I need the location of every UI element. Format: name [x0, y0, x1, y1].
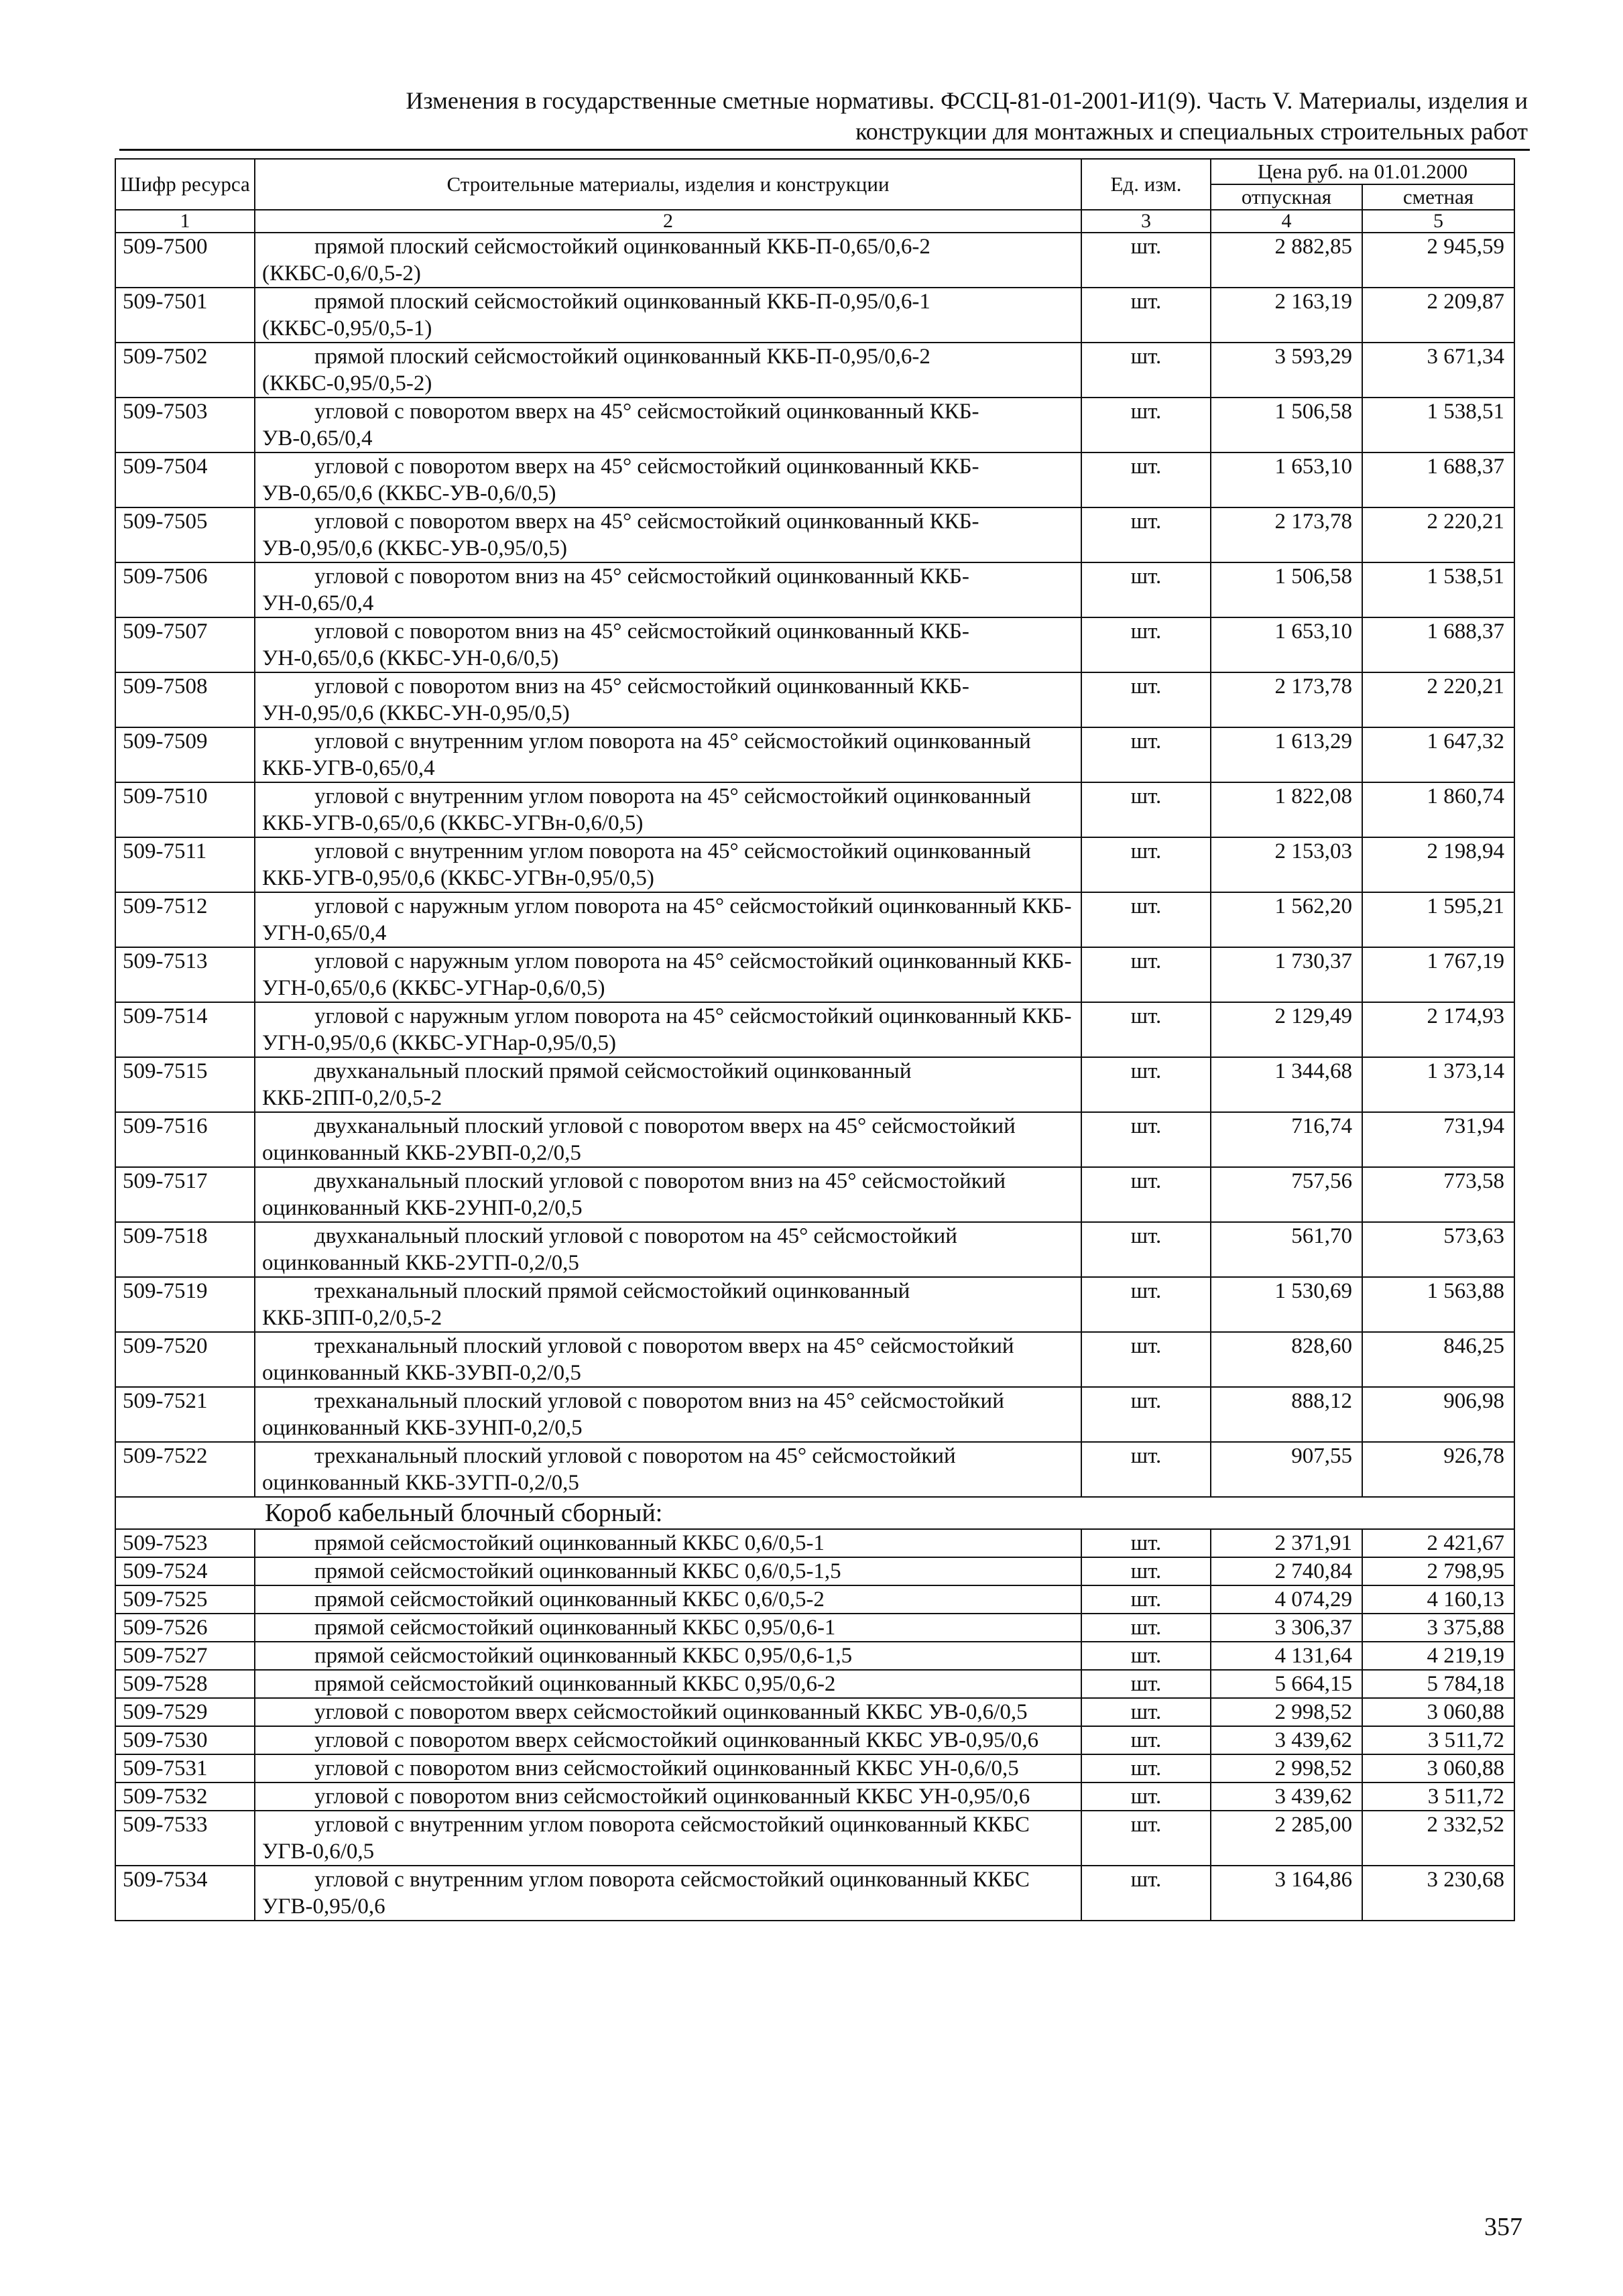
resource-name: угловой с внутренним углом поворота на 45° сейсмостойкий оцинкованный ККБ-УГВ-0,65/0,6 (ККБС-УГВн-0,6/0,5) [255, 782, 1081, 837]
col-header-release: отпускная [1211, 184, 1362, 210]
resource-name: двухканальный плоский прямой сейсмостойкий оцинкованный ККБ-2ПП-0,2/0,5-2 [255, 1057, 1081, 1112]
resource-code: 509-7503 [115, 398, 255, 452]
unit: шт. [1081, 1277, 1211, 1332]
unit: шт. [1081, 1057, 1211, 1112]
table-row [115, 1529, 1514, 1557]
resource-code: 509-7515 [115, 1057, 255, 1112]
resource-code: 509-7507 [115, 617, 255, 672]
resource-name: трехканальный плоский угловой с поворотом вниз на 45° сейсмостойкий оцинкованный ККБ-3УНП-0,2/0,5 [255, 1387, 1081, 1442]
unit: шт. [1081, 1642, 1211, 1670]
unit: шт. [1081, 343, 1211, 398]
resource-code: 509-7500 [115, 233, 255, 288]
resource-code: 509-7514 [115, 1002, 255, 1057]
table-row [115, 1387, 1514, 1442]
column-number: 3 [1081, 210, 1211, 233]
release-price: 757,56 [1211, 1167, 1362, 1222]
table-row [115, 452, 1514, 507]
resource-name: двухканальный плоский угловой с поворотом на 45° сейсмостойкий оцинкованный ККБ-2УГП-0,2/0,5 [255, 1222, 1081, 1277]
estimate-price: 5 784,18 [1362, 1670, 1514, 1698]
estimate-price: 1 767,19 [1362, 947, 1514, 1002]
unit: шт. [1081, 1557, 1211, 1585]
estimate-price: 573,63 [1362, 1222, 1514, 1277]
resource-name: двухканальный плоский угловой с поворотом вверх на 45° сейсмостойкий оцинкованный ККБ-2УВП-0,2/0,5 [255, 1112, 1081, 1167]
resource-code: 509-7506 [115, 562, 255, 617]
unit: шт. [1081, 1585, 1211, 1614]
estimate-price: 2 798,95 [1362, 1557, 1514, 1585]
release-price: 1 653,10 [1211, 452, 1362, 507]
table-row [115, 1811, 1514, 1866]
resource-code: 509-7533 [115, 1811, 255, 1866]
resource-name: угловой с внутренним углом поворота сейсмостойкий оцинкованный ККБС УГВ-0,95/0,6 [255, 1866, 1081, 1921]
col-header-code: Шифр ресурса [115, 159, 255, 210]
unit: шт. [1081, 1754, 1211, 1783]
release-price: 3 593,29 [1211, 343, 1362, 398]
unit: шт. [1081, 1112, 1211, 1167]
estimate-price: 2 332,52 [1362, 1811, 1514, 1866]
unit: шт. [1081, 1002, 1211, 1057]
resource-name: угловой с наружным углом поворота на 45° сейсмостойкий оцинкованный ККБ-УГН-0,95/0,6 (ККБС-УГНар-0,95/0,5) [255, 1002, 1081, 1057]
estimate-price: 4 219,19 [1362, 1642, 1514, 1670]
resource-code: 509-7504 [115, 452, 255, 507]
table-body-group-b [115, 1529, 1514, 1921]
unit: шт. [1081, 727, 1211, 782]
release-price: 2 371,91 [1211, 1529, 1362, 1557]
unit: шт. [1081, 617, 1211, 672]
unit: шт. [1081, 1332, 1211, 1387]
resource-code: 509-7522 [115, 1442, 255, 1497]
table-row [115, 1332, 1514, 1387]
resource-code: 509-7512 [115, 892, 255, 947]
resource-code: 509-7513 [115, 947, 255, 1002]
release-price: 1 653,10 [1211, 617, 1362, 672]
col-header-price: Цена руб. на 01.01.2000 [1211, 159, 1514, 184]
estimate-price: 3 511,72 [1362, 1726, 1514, 1754]
table-row [115, 1670, 1514, 1698]
estimate-price: 3 060,88 [1362, 1698, 1514, 1726]
resource-name: прямой сейсмостойкий оцинкованный ККБС 0,95/0,6-1,5 [255, 1642, 1081, 1670]
resource-code: 509-7501 [115, 288, 255, 343]
release-price: 1 613,29 [1211, 727, 1362, 782]
resource-code: 509-7525 [115, 1585, 255, 1614]
estimate-price: 3 511,72 [1362, 1783, 1514, 1811]
resource-code: 509-7519 [115, 1277, 255, 1332]
column-number-row [115, 210, 1514, 233]
resource-name: трехканальный плоский угловой с поворотом вверх на 45° сейсмостойкий оцинкованный ККБ-3УВП-0,2/0,5 [255, 1332, 1081, 1387]
resource-name: прямой сейсмостойкий оцинкованный ККБС 0,6/0,5-1,5 [255, 1557, 1081, 1585]
unit: шт. [1081, 562, 1211, 617]
estimate-price: 1 860,74 [1362, 782, 1514, 837]
release-price: 888,12 [1211, 1387, 1362, 1442]
table-row [115, 507, 1514, 562]
resource-code: 509-7511 [115, 837, 255, 892]
unit: шт. [1081, 1866, 1211, 1921]
release-price: 907,55 [1211, 1442, 1362, 1497]
estimate-price: 1 595,21 [1362, 892, 1514, 947]
estimate-price: 2 198,94 [1362, 837, 1514, 892]
unit: шт. [1081, 1442, 1211, 1497]
release-price: 3 306,37 [1211, 1614, 1362, 1642]
resource-name: угловой с внутренним углом поворота сейсмостойкий оцинкованный ККБС УГВ-0,6/0,5 [255, 1811, 1081, 1866]
resource-name: угловой с поворотом вверх на 45° сейсмостойкий оцинкованный ККБ-УВ-0,65/0,4 [255, 398, 1081, 452]
resource-name: угловой с наружным углом поворота на 45° сейсмостойкий оцинкованный ККБ-УГН-0,65/0,4 [255, 892, 1081, 947]
unit: шт. [1081, 233, 1211, 288]
estimate-price: 3 230,68 [1362, 1866, 1514, 1921]
release-price: 3 439,62 [1211, 1726, 1362, 1754]
resource-code: 509-7517 [115, 1167, 255, 1222]
unit: шт. [1081, 1529, 1211, 1557]
estimate-price: 2 945,59 [1362, 233, 1514, 288]
estimate-price: 1 688,37 [1362, 617, 1514, 672]
estimate-price: 1 538,51 [1362, 398, 1514, 452]
release-price: 2 740,84 [1211, 1557, 1362, 1585]
resource-code: 509-7502 [115, 343, 255, 398]
table-row [115, 1783, 1514, 1811]
table-row [115, 672, 1514, 727]
col-header-unit: Ед. изм. [1081, 159, 1211, 210]
release-price: 3 439,62 [1211, 1783, 1362, 1811]
resource-name: угловой с поворотом вниз на 45° сейсмостойкий оцинкованный ККБ-УН-0,95/0,6 (ККБС-УН-0,95/0,5) [255, 672, 1081, 727]
unit: шт. [1081, 1670, 1211, 1698]
resource-name: угловой с поворотом вниз на 45° сейсмостойкий оцинкованный ККБ-УН-0,65/0,4 [255, 562, 1081, 617]
resource-name: угловой с наружным углом поворота на 45° сейсмостойкий оцинкованный ККБ-УГН-0,65/0,6 (ККБС-УГНар-0,6/0,5) [255, 947, 1081, 1002]
resource-code: 509-7508 [115, 672, 255, 727]
release-price: 2 173,78 [1211, 507, 1362, 562]
release-price: 1 506,58 [1211, 562, 1362, 617]
estimate-price: 3 375,88 [1362, 1614, 1514, 1642]
resource-code: 509-7510 [115, 782, 255, 837]
resource-name: угловой с поворотом вверх на 45° сейсмостойкий оцинкованный ККБ-УВ-0,95/0,6 (ККБС-УВ-0,95/0,5) [255, 507, 1081, 562]
estimate-price: 731,94 [1362, 1112, 1514, 1167]
release-price: 1 530,69 [1211, 1277, 1362, 1332]
estimate-price: 926,78 [1362, 1442, 1514, 1497]
table-row [115, 727, 1514, 782]
resource-name: прямой плоский сейсмостойкий оцинкованный ККБ-П-0,95/0,6-1 (ККБС-0,95/0,5-1) [255, 288, 1081, 343]
resource-code: 509-7509 [115, 727, 255, 782]
col-header-name: Строительные материалы, изделия и конструкции [255, 159, 1081, 210]
resource-code: 509-7524 [115, 1557, 255, 1585]
table-row [115, 947, 1514, 1002]
resource-name: прямой сейсмостойкий оцинкованный ККБС 0,95/0,6-1 [255, 1614, 1081, 1642]
estimate-price: 2 209,87 [1362, 288, 1514, 343]
table-row [115, 1002, 1514, 1057]
unit: шт. [1081, 1811, 1211, 1866]
estimate-price: 2 220,21 [1362, 507, 1514, 562]
estimate-price: 846,25 [1362, 1332, 1514, 1387]
resource-name: угловой с поворотом вниз сейсмостойкий оцинкованный ККБС УН-0,95/0,6 [255, 1783, 1081, 1811]
table-row [115, 1167, 1514, 1222]
table-row [115, 1642, 1514, 1670]
table-row [115, 1726, 1514, 1754]
table-row [115, 1057, 1514, 1112]
unit: шт. [1081, 947, 1211, 1002]
estimate-price: 773,58 [1362, 1167, 1514, 1222]
release-price: 1 730,37 [1211, 947, 1362, 1002]
table-row [115, 398, 1514, 452]
estimate-price: 2 174,93 [1362, 1002, 1514, 1057]
table-row [115, 617, 1514, 672]
resource-code: 509-7531 [115, 1754, 255, 1783]
price-table [115, 158, 1515, 1921]
release-price: 1 506,58 [1211, 398, 1362, 452]
resource-name: угловой с поворотом вниз на 45° сейсмостойкий оцинкованный ККБ-УН-0,65/0,6 (ККБС-УН-0,6/0,5) [255, 617, 1081, 672]
release-price: 1 562,20 [1211, 892, 1362, 947]
estimate-price: 2 421,67 [1362, 1529, 1514, 1557]
table-row [115, 288, 1514, 343]
resource-code: 509-7520 [115, 1332, 255, 1387]
resource-code: 509-7523 [115, 1529, 255, 1557]
estimate-price: 2 220,21 [1362, 672, 1514, 727]
column-number: 1 [115, 210, 255, 233]
unit: шт. [1081, 1167, 1211, 1222]
estimate-price: 4 160,13 [1362, 1585, 1514, 1614]
resource-name: прямой сейсмостойкий оцинкованный ККБС 0,6/0,5-2 [255, 1585, 1081, 1614]
resource-name: угловой с поворотом вверх на 45° сейсмостойкий оцинкованный ККБ-УВ-0,65/0,6 (ККБС-УВ-0,6/0,5) [255, 452, 1081, 507]
estimate-price: 906,98 [1362, 1387, 1514, 1442]
resource-name: угловой с внутренним углом поворота на 45° сейсмостойкий оцинкованный ККБ-УГВ-0,95/0,6 (ККБС-УГВн-0,95/0,5) [255, 837, 1081, 892]
table-row [115, 1222, 1514, 1277]
header-rule [119, 149, 1530, 151]
unit: шт. [1081, 1222, 1211, 1277]
resource-name: прямой плоский сейсмостойкий оцинкованный ККБ-П-0,65/0,6-2 (ККБС-0,6/0,5-2) [255, 233, 1081, 288]
resource-code: 509-7532 [115, 1783, 255, 1811]
unit: шт. [1081, 452, 1211, 507]
unit: шт. [1081, 398, 1211, 452]
resource-name: двухканальный плоский угловой с поворотом вниз на 45° сейсмостойкий оцинкованный ККБ-2УНП-0,2/0,5 [255, 1167, 1081, 1222]
table-section [115, 1497, 1514, 1529]
table-row [115, 1585, 1514, 1614]
resource-code: 509-7526 [115, 1614, 255, 1642]
release-price: 2 882,85 [1211, 233, 1362, 288]
unit: шт. [1081, 1614, 1211, 1642]
estimate-price: 1 563,88 [1362, 1277, 1514, 1332]
release-price: 2 129,49 [1211, 1002, 1362, 1057]
unit: шт. [1081, 1726, 1211, 1754]
release-price: 4 074,29 [1211, 1585, 1362, 1614]
release-price: 5 664,15 [1211, 1670, 1362, 1698]
table-row [115, 562, 1514, 617]
resource-name: трехканальный плоский прямой сейсмостойкий оцинкованный ККБ-3ПП-0,2/0,5-2 [255, 1277, 1081, 1332]
resource-name: угловой с поворотом вниз сейсмостойкий оцинкованный ККБС УН-0,6/0,5 [255, 1754, 1081, 1783]
estimate-price: 1 373,14 [1362, 1057, 1514, 1112]
estimate-price: 1 647,32 [1362, 727, 1514, 782]
resource-name: прямой сейсмостойкий оцинкованный ККБС 0,95/0,6-2 [255, 1670, 1081, 1698]
release-price: 2 163,19 [1211, 288, 1362, 343]
unit: шт. [1081, 507, 1211, 562]
unit: шт. [1081, 782, 1211, 837]
estimate-price: 3 671,34 [1362, 343, 1514, 398]
table-row [115, 1442, 1514, 1497]
section-title: Короб кабельный блочный сборный: [115, 1497, 1514, 1529]
document-header-line1: Изменения в государственные сметные нормативы. ФССЦ-81-01-2001-И1(9). Часть V. Материалы, изделия и [406, 87, 1528, 114]
unit: шт. [1081, 288, 1211, 343]
unit: шт. [1081, 1698, 1211, 1726]
table-row [115, 892, 1514, 947]
table-row [115, 343, 1514, 398]
table-row [115, 233, 1514, 288]
document-header-line2: конструкции для монтажных и специальных строительных работ [855, 118, 1528, 145]
resource-name: прямой сейсмостойкий оцинкованный ККБС 0,6/0,5-1 [255, 1529, 1081, 1557]
release-price: 2 285,00 [1211, 1811, 1362, 1866]
unit: шт. [1081, 672, 1211, 727]
table-row [115, 782, 1514, 837]
release-price: 2 998,52 [1211, 1698, 1362, 1726]
release-price: 828,60 [1211, 1332, 1362, 1387]
table-row [115, 1614, 1514, 1642]
unit: шт. [1081, 1387, 1211, 1442]
unit: шт. [1081, 1783, 1211, 1811]
resource-name: угловой с внутренним углом поворота на 45° сейсмостойкий оцинкованный ККБ-УГВ-0,65/0,4 [255, 727, 1081, 782]
resource-code: 509-7518 [115, 1222, 255, 1277]
table-row [115, 837, 1514, 892]
resource-name: угловой с поворотом вверх сейсмостойкий оцинкованный ККБС УВ-0,95/0,6 [255, 1726, 1081, 1754]
unit: шт. [1081, 837, 1211, 892]
table-row [115, 1557, 1514, 1585]
table-body-group-a [115, 233, 1514, 1497]
column-number: 4 [1211, 210, 1362, 233]
resource-code: 509-7527 [115, 1642, 255, 1670]
table-row [115, 1277, 1514, 1332]
release-price: 2 998,52 [1211, 1754, 1362, 1783]
release-price: 561,70 [1211, 1222, 1362, 1277]
page-number: 357 [1484, 2213, 1522, 2241]
resource-code: 509-7528 [115, 1670, 255, 1698]
resource-code: 509-7529 [115, 1698, 255, 1726]
column-number: 5 [1362, 210, 1514, 233]
resource-code: 509-7530 [115, 1726, 255, 1754]
resource-code: 509-7505 [115, 507, 255, 562]
resource-code: 509-7534 [115, 1866, 255, 1921]
table-row [115, 1866, 1514, 1921]
release-price: 1 344,68 [1211, 1057, 1362, 1112]
estimate-price: 3 060,88 [1362, 1754, 1514, 1783]
unit: шт. [1081, 892, 1211, 947]
col-header-estimate: сметная [1362, 184, 1514, 210]
table-row [115, 1754, 1514, 1783]
release-price: 1 822,08 [1211, 782, 1362, 837]
table-row [115, 1112, 1514, 1167]
release-price: 2 153,03 [1211, 837, 1362, 892]
release-price: 2 173,78 [1211, 672, 1362, 727]
release-price: 4 131,64 [1211, 1642, 1362, 1670]
resource-code: 509-7521 [115, 1387, 255, 1442]
release-price: 716,74 [1211, 1112, 1362, 1167]
column-number: 2 [255, 210, 1081, 233]
release-price: 3 164,86 [1211, 1866, 1362, 1921]
resource-name: трехканальный плоский угловой с поворотом на 45° сейсмостойкий оцинкованный ККБ-3УГП-0,2/0,5 [255, 1442, 1081, 1497]
resource-code: 509-7516 [115, 1112, 255, 1167]
resource-name: угловой с поворотом вверх сейсмостойкий оцинкованный ККБС УВ-0,6/0,5 [255, 1698, 1081, 1726]
resource-name: прямой плоский сейсмостойкий оцинкованный ККБ-П-0,95/0,6-2 (ККБС-0,95/0,5-2) [255, 343, 1081, 398]
estimate-price: 1 688,37 [1362, 452, 1514, 507]
table-row [115, 1698, 1514, 1726]
estimate-price: 1 538,51 [1362, 562, 1514, 617]
